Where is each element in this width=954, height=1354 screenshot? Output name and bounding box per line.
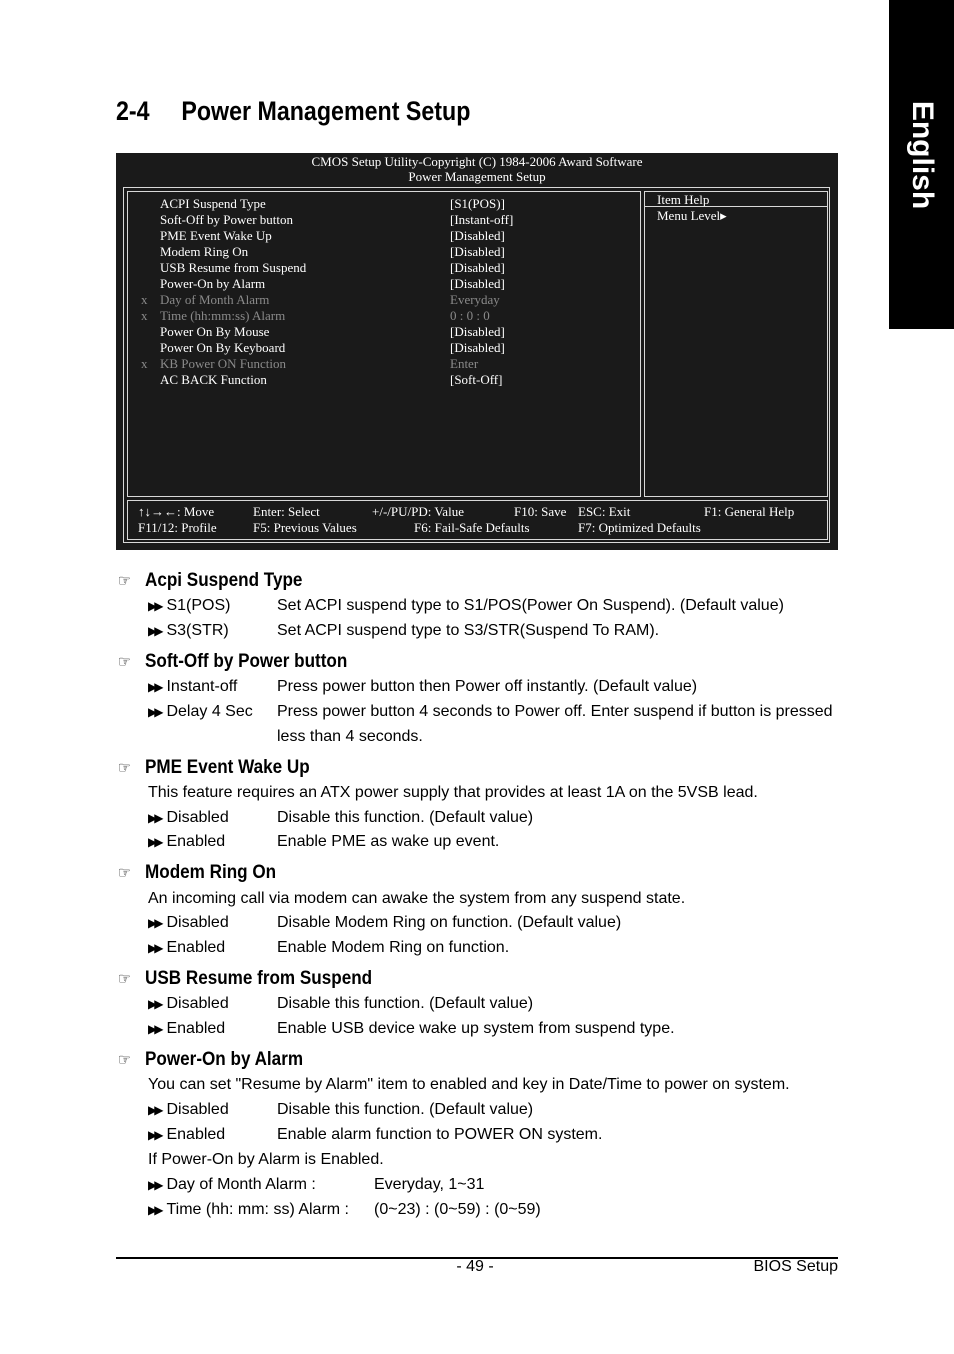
option-label: ▶▶ Enabled (148, 1020, 226, 1037)
bios-setting-label: Power-On by Alarm (160, 276, 266, 291)
bios-setting-value[interactable]: [Disabled] (450, 324, 505, 339)
option-label: ▶▶ Enabled (148, 833, 226, 850)
option-label: ▶▶ Disabled (148, 809, 229, 826)
bios-setting-label: Modem Ring On (160, 244, 249, 259)
bios-help-panel (644, 191, 828, 497)
bios-setting-label: Day of Month Alarm (160, 292, 270, 307)
pointing-hand-icon: ☞ (118, 573, 131, 590)
bios-header-title: CMOS Setup Utility-Copyright (C) 1984-2006 Award Software (311, 154, 643, 169)
section-pme-event (118, 757, 310, 779)
bios-setting-label: Soft-Off by Power button (160, 212, 294, 227)
double-arrow-icon: ▶▶ (148, 705, 161, 719)
triangle-right-icon: ▸ (720, 208, 727, 223)
bios-setting-value[interactable]: [Disabled] (450, 244, 505, 259)
key-save: F10: Save (514, 504, 567, 519)
key-failsafe: F6: Fail-Safe Defaults (414, 520, 530, 535)
bios-frame (123, 187, 830, 543)
option-label: ▶▶ Time (hh: mm: ss) Alarm : (148, 1201, 349, 1218)
bios-setting-row (128, 356, 642, 372)
section-title: Acpi Suspend Type (145, 570, 303, 591)
option-description: Set ACPI suspend type to S3/STR(Suspend To RAM). (277, 622, 660, 639)
double-arrow-icon: ▶▶ (148, 941, 161, 955)
page-title (116, 96, 470, 127)
bios-setting-row[interactable] (128, 340, 642, 356)
bios-setting-row[interactable] (128, 276, 642, 292)
bios-setting-label: PME Event Wake Up (160, 228, 272, 243)
key-value: +/-/PU/PD: Value (372, 504, 464, 519)
language-tab-label: English (905, 100, 939, 210)
section-title: Power Management Setup (181, 96, 471, 126)
option-description: Disable this function. (Default value) (277, 1101, 534, 1118)
double-arrow-icon: ▶▶ (148, 811, 161, 825)
double-arrow-icon: ▶▶ (148, 624, 161, 638)
option-label: ▶▶ Delay 4 Sec (148, 703, 253, 720)
bios-setting-value[interactable]: [Disabled] (450, 276, 505, 291)
key-optimized: F7: Optimized Defaults (578, 520, 701, 535)
section-note: If Power-On by Alarm is Enabled. (148, 1151, 384, 1168)
double-arrow-icon: ▶▶ (148, 997, 161, 1011)
bios-setting-label: ACPI Suspend Type (160, 196, 266, 211)
bios-settings-panel (127, 191, 641, 497)
double-arrow-icon: ▶▶ (148, 1178, 161, 1192)
bios-setting-row[interactable] (128, 260, 642, 276)
key-profile: F11/12: Profile (138, 520, 217, 535)
section-title: PME Event Wake Up (145, 757, 310, 778)
option-description: Enable PME as wake up event. (277, 833, 500, 850)
bios-setting-row[interactable] (128, 212, 642, 228)
key-previous: F5: Previous Values (253, 520, 357, 535)
option-description: Enable USB device wake up system from suspend type. (277, 1020, 675, 1037)
bios-setting-value: Everyday (450, 292, 500, 307)
bios-setting-row[interactable] (128, 228, 642, 244)
pointing-hand-icon: ☞ (118, 760, 131, 777)
bios-setting-label: USB Resume from Suspend (160, 260, 307, 275)
bios-header-subtitle: Power Management Setup (408, 169, 546, 184)
help-divider (645, 206, 827, 207)
page-number: - 49 - (456, 1258, 494, 1275)
option-label: ▶▶ Enabled (148, 1126, 226, 1143)
option-description: Disable this function. (Default value) (277, 809, 534, 826)
option-description: Set ACPI suspend type to S1/POS(Power On Suspend). (Default value) (277, 597, 784, 614)
key-select: Enter: Select (253, 504, 320, 519)
double-arrow-icon: ▶▶ (148, 1203, 161, 1217)
double-arrow-icon: ▶▶ (148, 1022, 161, 1036)
bios-setting-label: Power On By Mouse (160, 324, 270, 339)
bios-setting-label: Time (hh:mm:ss) Alarm (160, 308, 286, 323)
option-label: ▶▶ Enabled (148, 939, 226, 956)
bios-setting-label: Power On By Keyboard (160, 340, 286, 355)
double-arrow-icon: ▶▶ (148, 1128, 161, 1142)
menu-level-label: Menu Level (657, 208, 721, 223)
option-label: ▶▶ S1(POS) (148, 597, 231, 614)
double-arrow-icon: ▶▶ (148, 680, 161, 694)
option-description: Everyday, 1~31 (374, 1176, 485, 1193)
section-power-on-alarm (118, 1049, 303, 1071)
bios-setting-label: KB Power ON Function (160, 356, 287, 371)
section-paragraph: This feature requires an ATX power supply that provides at least 1A on the 5VSB lead. (148, 784, 758, 801)
bios-setting-value: Enter (450, 356, 479, 371)
section-title: Power-On by Alarm (145, 1049, 304, 1070)
option-label: ▶▶ Day of Month Alarm : (148, 1176, 316, 1193)
option-label: ▶▶ Disabled (148, 995, 229, 1012)
option-description: Press power button 4 seconds to Power off. Enter suspend if button is pressed (277, 703, 833, 720)
pointing-hand-icon: ☞ (118, 1052, 131, 1069)
section-number: 2-4 (116, 96, 150, 126)
bios-setting-value[interactable]: [Disabled] (450, 228, 505, 243)
bios-setting-value[interactable]: [S1(POS)] (450, 196, 505, 211)
option-description: Enable alarm function to POWER ON system. (277, 1126, 603, 1143)
language-tab (889, 0, 954, 329)
section-soft-off (118, 651, 347, 673)
option-description: Press power button then Power off instantly. (Default value) (277, 678, 698, 695)
section-title: Modem Ring On (145, 862, 277, 883)
section-paragraph: You can set "Resume by Alarm" item to enabled and key in Date/Time to power on system. (148, 1076, 790, 1093)
option-description: Disable this function. (Default value) (277, 995, 534, 1012)
option-label: ▶▶ Disabled (148, 1101, 229, 1118)
option-description: (0~23) : (0~59) : (0~59) (374, 1201, 541, 1218)
key-exit: ESC: Exit (578, 504, 631, 519)
option-label: ▶▶ Instant-off (148, 678, 238, 695)
key-help: F1: General Help (704, 504, 795, 519)
bios-key-legend (127, 500, 828, 540)
disabled-marker: x (141, 356, 148, 371)
option-description: Disable Modem Ring on function. (Default value) (277, 914, 622, 931)
pointing-hand-icon: ☞ (118, 865, 131, 882)
bios-setting-value[interactable]: [Disabled] (450, 340, 505, 355)
option-label: ▶▶ S3(STR) (148, 622, 229, 639)
double-arrow-icon: ▶▶ (148, 1103, 161, 1117)
bios-screenshot (116, 153, 838, 550)
option-description-continued: less than 4 seconds. (277, 728, 423, 745)
double-arrow-icon: ▶▶ (148, 599, 161, 613)
bios-setting-value[interactable]: [Soft-Off] (450, 372, 503, 387)
section-title: Soft-Off by Power button (145, 651, 348, 672)
pointing-hand-icon: ☞ (118, 654, 131, 671)
item-help-title: Item Help (657, 192, 710, 207)
bios-setting-row[interactable] (128, 244, 642, 260)
bios-setting-label: AC BACK Function (160, 372, 267, 387)
bios-setting-row[interactable] (128, 372, 642, 388)
option-description: Enable Modem Ring on function. (277, 939, 510, 956)
section-title: USB Resume from Suspend (145, 968, 373, 989)
bios-setting-row[interactable] (128, 196, 642, 212)
menu-level (657, 208, 727, 223)
section-paragraph: An incoming call via modem can awake the system from any suspend state. (148, 890, 686, 907)
pointing-hand-icon: ☞ (118, 971, 131, 988)
disabled-marker: x (141, 308, 148, 323)
double-arrow-icon: ▶▶ (148, 835, 161, 849)
section-acpi-suspend-type (118, 570, 302, 592)
double-arrow-icon: ▶▶ (148, 916, 161, 930)
bios-setting-value[interactable]: [Instant-off] (450, 212, 514, 227)
section-usb-resume (118, 968, 372, 990)
bios-setting-value: 0 : 0 : 0 (450, 308, 490, 323)
disabled-marker: x (141, 292, 148, 307)
bios-setting-value[interactable]: [Disabled] (450, 260, 505, 275)
bios-setting-row (128, 292, 642, 308)
section-modem-ring (118, 862, 276, 884)
bios-setting-row[interactable] (128, 324, 642, 340)
bios-setting-row (128, 308, 642, 324)
footer-section-name: BIOS Setup (753, 1258, 838, 1275)
key-move: ↑↓→←: Move (138, 504, 215, 519)
option-label: ▶▶ Disabled (148, 914, 229, 931)
